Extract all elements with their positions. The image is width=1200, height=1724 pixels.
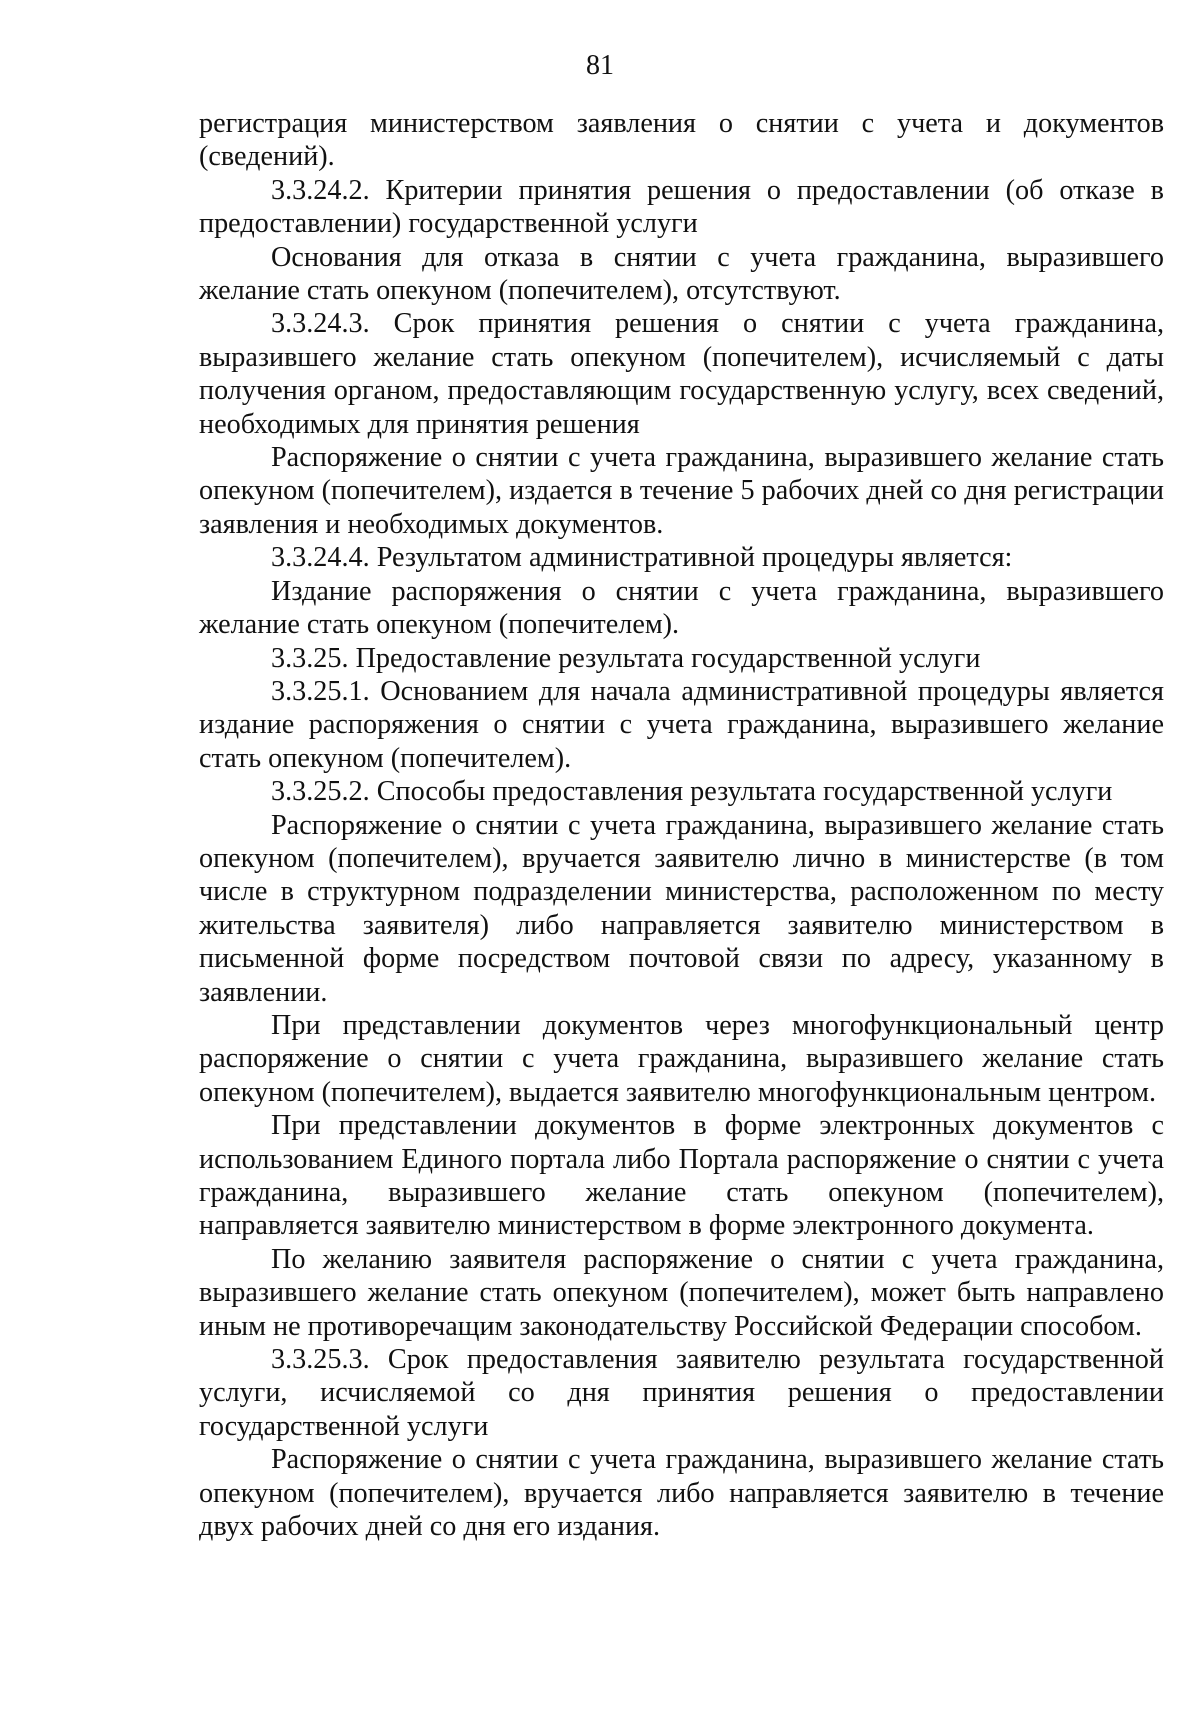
paragraph-section-3-3-25-1: 3.3.25.1. Основанием для начала административной процедуры является издание распоряжения о снятии с учета гражданина, выразившего желание стать опекуном (попечителем). xyxy=(199,675,1164,774)
paragraph-section-3-3-25-2: 3.3.25.2. Способы предоставления результата государственной услуги xyxy=(271,776,1113,808)
paragraph-section-3-3-24-3: 3.3.24.3. Срок принятия решения о снятии с учета гражданина, выразившего желание стать опекуном (попечителем), исчисляемый с даты получения органом, предоставляющим государственную услугу, всех сведений, необходимых для принятия решения xyxy=(199,308,1164,440)
paragraph-section-3-3-25: 3.3.25. Предоставление результата государственной услуги xyxy=(271,642,981,674)
paragraph: При представлении документов в форме электронных документов с использованием Единого портала либо Портала распоряжение о снятии с учета гражданина, выразившего желание стать опекуном (попечителем), направляется заявителю министерством в форме электронного документа. xyxy=(199,1110,1164,1242)
paragraph: Распоряжение о снятии с учета гражданина, выразившего желание стать опекуном (попечителем), вручается либо направляется заявителю в течение двух рабочих дней со дня его издания. xyxy=(199,1444,1164,1543)
paragraph: Распоряжение о снятии с учета гражданина, выразившего желание стать опекуном (попечителем), издается в течение 5 рабочих дней со дня регистрации заявления и необходимых документов. xyxy=(199,442,1164,540)
paragraph: Издание распоряжения о снятии с учета гражданина, выразившего желание стать опекуном (попечителем). xyxy=(199,575,1164,641)
page-number: 81 xyxy=(586,50,614,81)
paragraph: По желанию заявителя распоряжение о снятии с учета гражданина, выразившего желание стать опекуном (попечителем), может быть направлено иным не противоречащим законодательству Российской Федерации способом. xyxy=(199,1243,1164,1342)
paragraph-section-3-3-24-4: 3.3.24.4. Результатом административной процедуры является: xyxy=(271,542,1013,574)
paragraph-section-3-3-24-2: 3.3.24.2. Критерии принятия решения о предоставлении (об отказе в предоставлении) государственной услуги xyxy=(199,174,1164,240)
paragraph-section-3-3-25-3: 3.3.25.3. Срок предоставления заявителю результата государственной услуги, исчисляемой со дня принятия решения о предоставлении государственной услуги xyxy=(199,1344,1164,1442)
paragraph: Основания для отказа в снятии с учета гражданина, выразившего желание стать опекуном (попечителем), отсутствуют. xyxy=(199,241,1164,307)
paragraph-continuation: регистрация министерством заявления о снятии с учета и документов (сведений). xyxy=(199,108,1164,173)
paragraph: Распоряжение о снятии с учета гражданина, выразившего желание стать опекуном (попечителем), вручается заявителю лично в министерстве (в том числе в структурном подразделении министерства, расположенном по месту жительства заявителя) либо направляется заявителю министерством в письменной форме посредством почтовой связи по адресу, указанному в заявлении. xyxy=(199,809,1164,1008)
document-body xyxy=(199,107,1164,1543)
paragraph: При представлении документов через многофункциональный центр распоряжение о снятии с учета гражданина, выразившего желание стать опекуном (попечителем), выдается заявителю многофункциональным центром. xyxy=(199,1009,1164,1108)
